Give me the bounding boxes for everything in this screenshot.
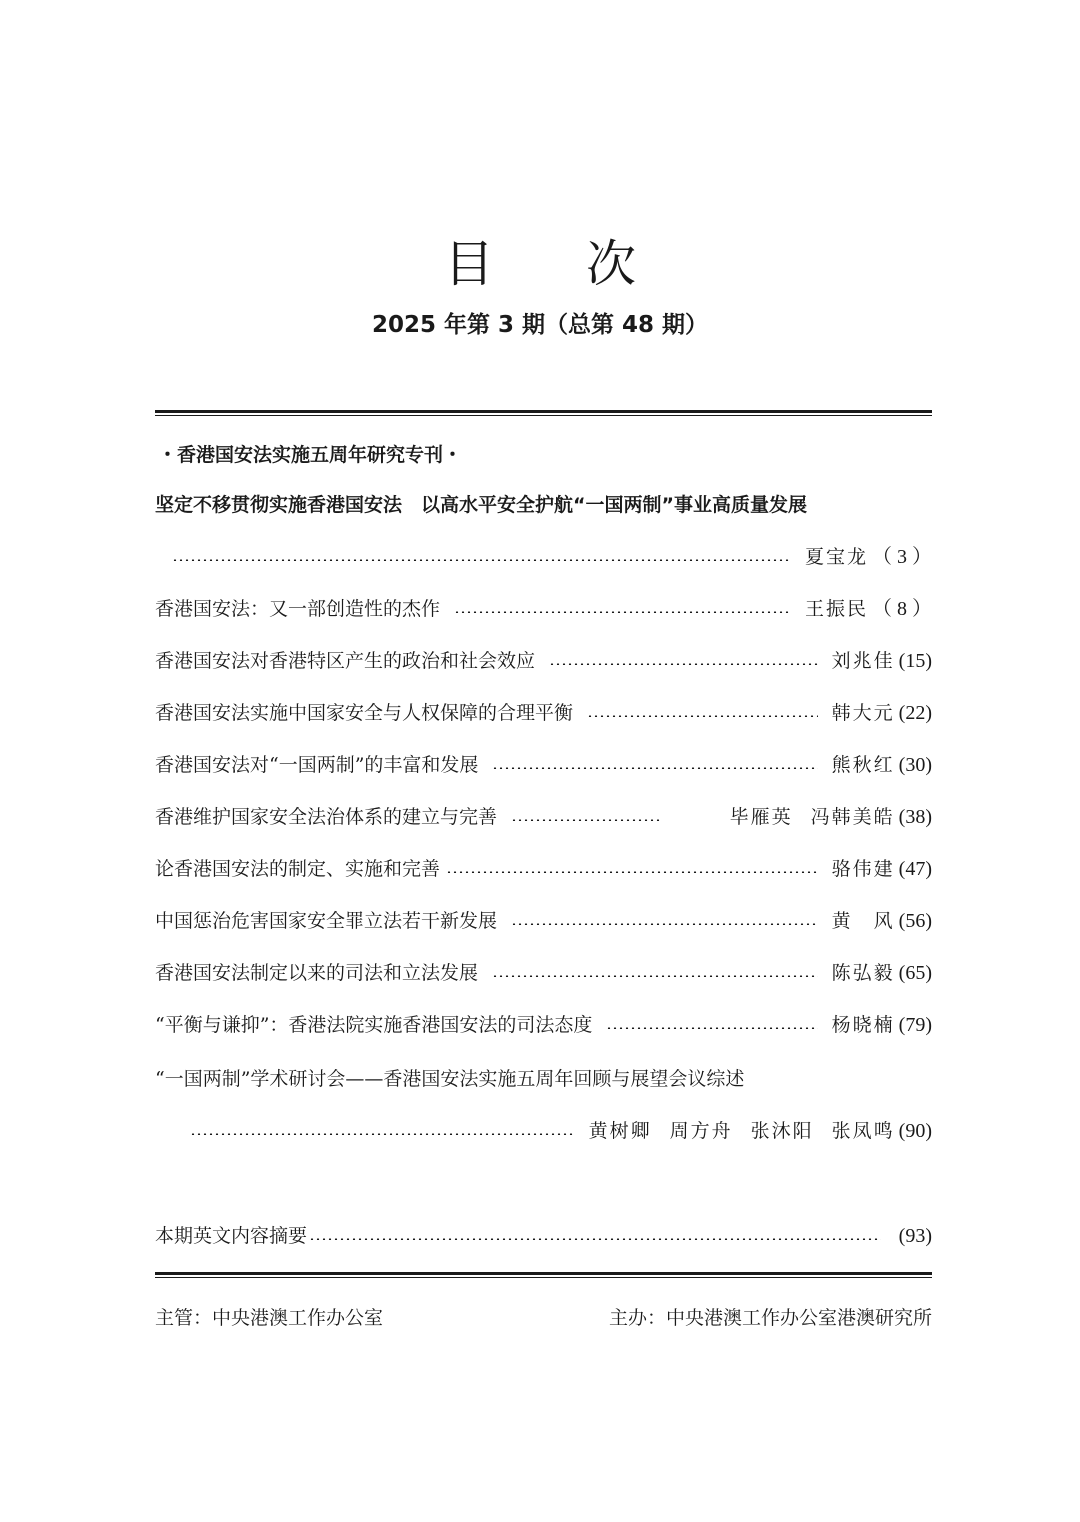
toc-entry-page: (79) bbox=[898, 1014, 932, 1036]
bottom-double-rule bbox=[155, 1272, 932, 1278]
toc-entry-author: 夏宝龙 bbox=[804, 546, 868, 568]
dot-leader bbox=[172, 559, 791, 561]
toc-entry-author: 冯韩美皓 bbox=[810, 806, 895, 828]
section-header: ・香港国安法实施五周年研究专刊・ bbox=[158, 444, 463, 466]
toc-entry-row[interactable] bbox=[155, 906, 932, 936]
toc-entry-page: (93) bbox=[898, 1225, 932, 1247]
toc-entry-row[interactable] bbox=[172, 542, 932, 572]
toc-entry-author: 张凤鸣 bbox=[831, 1120, 895, 1142]
toc-entry-page: (15) bbox=[898, 650, 932, 672]
toc-entry-author: 周方舟 bbox=[669, 1120, 733, 1142]
toc-entry-author: 张沐阳 bbox=[750, 1120, 814, 1142]
toc-entry-author: 黄 风 bbox=[831, 910, 895, 932]
dot-leader bbox=[587, 715, 818, 717]
toc-entry-page: （ 8 ） bbox=[872, 598, 932, 620]
sponsor-label: 主办：中央港澳工作办公室港澳研究所 bbox=[608, 1307, 932, 1329]
toc-entry-title: 香港国安法对香港特区产生的政治和社会效应 bbox=[155, 650, 536, 672]
toc-entry-author: 骆伟建 bbox=[831, 858, 895, 880]
toc-entry-title[interactable]: 坚定不移贯彻实施香港国安法 以高水平安全护航“一国两制”事业高质量发展 bbox=[155, 494, 807, 516]
toc-entry-page: (38) bbox=[898, 806, 932, 828]
toc-entry-authors bbox=[730, 802, 895, 832]
toc-entry-row[interactable] bbox=[155, 646, 932, 676]
toc-entry-title: “平衡与谦抑”：香港法院实施香港国安法的司法态度 bbox=[155, 1014, 593, 1036]
toc-entry-page: (30) bbox=[898, 754, 932, 776]
toc-entry-title: 香港国安法实施中国家安全与人权保障的合理平衡 bbox=[155, 702, 574, 724]
toc-entry-author: 陈弘毅 bbox=[831, 962, 895, 984]
dot-leader bbox=[446, 871, 818, 873]
dot-leader bbox=[309, 1238, 881, 1240]
toc-entry-page: （ 3 ） bbox=[872, 546, 932, 568]
toc-entry-page: (22) bbox=[898, 702, 932, 724]
toc-entry-author: 黄树卿 bbox=[588, 1120, 652, 1142]
toc-entry-page: (65) bbox=[898, 962, 932, 984]
top-double-rule bbox=[155, 410, 932, 416]
toc-entry-author: 刘兆佳 bbox=[831, 650, 895, 672]
toc-abstract-row[interactable] bbox=[155, 1221, 932, 1251]
toc-entry-author: 熊秋红 bbox=[831, 754, 895, 776]
dot-leader bbox=[606, 1027, 817, 1029]
toc-entry-title: 香港国安法：又一部创造性的杰作 bbox=[155, 598, 441, 620]
dot-leader bbox=[190, 1133, 575, 1135]
toc-entry-row[interactable] bbox=[155, 958, 932, 988]
toc-entry-row[interactable] bbox=[155, 594, 932, 624]
dot-leader bbox=[511, 923, 818, 925]
toc-entry-title: 论香港国安法的制定、实施和完善 bbox=[155, 858, 441, 880]
dot-leader bbox=[492, 975, 818, 977]
publisher-footer bbox=[155, 1303, 932, 1333]
toc-entry-row[interactable] bbox=[155, 1010, 932, 1040]
toc-entry-title: 香港国安法对“一国两制”的丰富和发展 bbox=[155, 754, 479, 776]
toc-entry-author: 杨晓楠 bbox=[831, 1014, 895, 1036]
toc-entry-row[interactable] bbox=[155, 854, 932, 884]
dot-leader bbox=[492, 767, 817, 769]
dot-leader bbox=[549, 663, 818, 665]
toc-entry-page: (47) bbox=[898, 858, 932, 880]
toc-entry-author: 王振民 bbox=[804, 598, 868, 620]
toc-entry-author: 毕雁英 bbox=[729, 806, 793, 828]
dot-leader bbox=[454, 611, 791, 613]
toc-entry-title: 中国惩治危害国家安全罪立法若干新发展 bbox=[155, 910, 498, 932]
toc-entry-title: 本期英文内容摘要 bbox=[155, 1225, 308, 1247]
toc-entry-row[interactable] bbox=[155, 750, 932, 780]
toc-entry-author: 韩大元 bbox=[831, 702, 895, 724]
toc-entry-title[interactable]: “一国两制”学术研讨会——香港国安法实施五周年回顾与展望会议综述 bbox=[155, 1068, 745, 1090]
dot-leader bbox=[511, 819, 661, 821]
supervisor-label: 主管：中央港澳工作办公室 bbox=[155, 1307, 384, 1329]
toc-entry-authors bbox=[589, 1116, 895, 1146]
toc-entry-row[interactable] bbox=[190, 1116, 932, 1146]
page-title: 目次 bbox=[444, 235, 728, 293]
toc-entry-row[interactable] bbox=[155, 802, 932, 832]
toc-entry-page: (56) bbox=[898, 910, 932, 932]
toc-entry-title: 香港国安法制定以来的司法和立法发展 bbox=[155, 962, 479, 984]
issue-number: 2025 年第 3 期（总第 48 期） bbox=[371, 312, 709, 338]
toc-entry-page: (90) bbox=[898, 1120, 932, 1142]
toc-entry-row[interactable] bbox=[155, 698, 932, 728]
toc-entry-title: 香港维护国家安全法治体系的建立与完善 bbox=[155, 806, 498, 828]
